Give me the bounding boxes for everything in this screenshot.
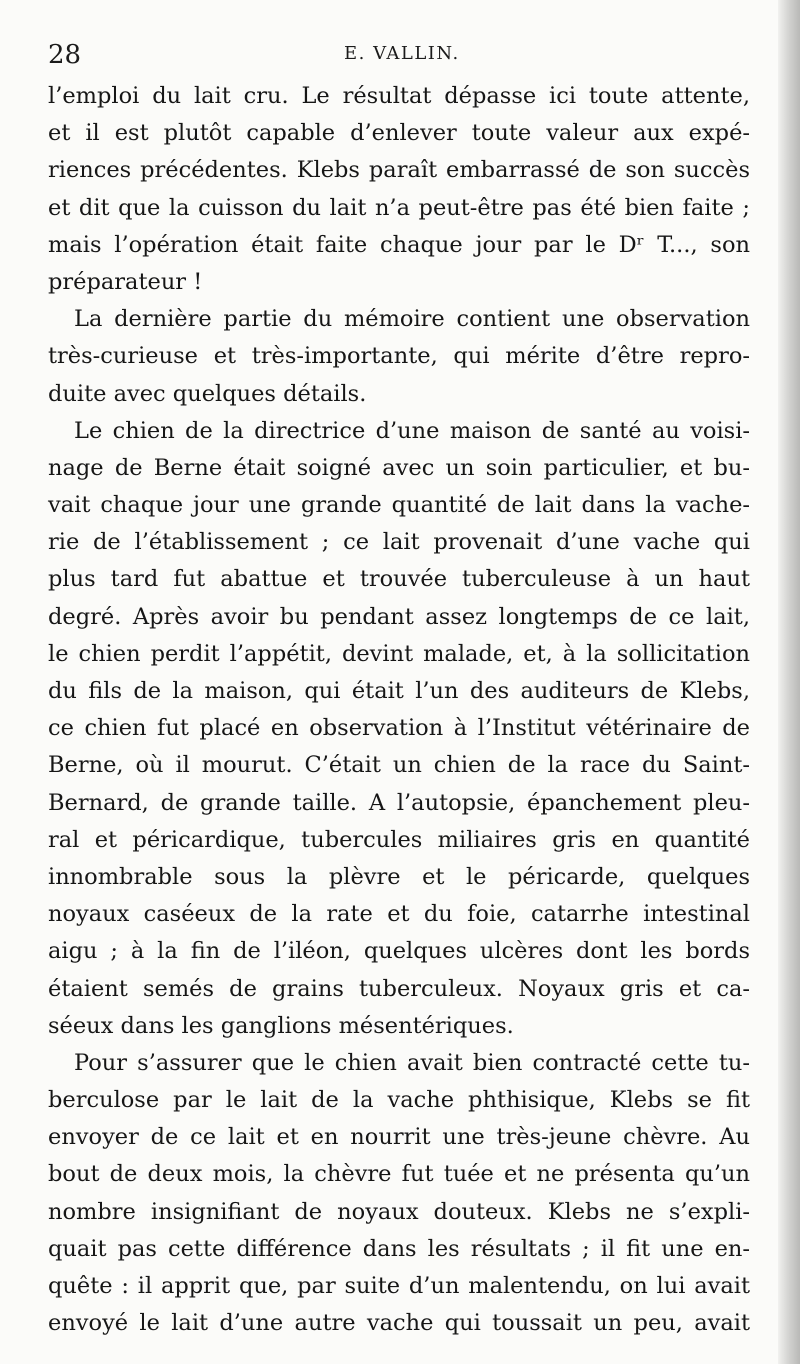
page-binding-shadow: [778, 0, 800, 1364]
text-line: rie de l’établissement ; ce lait provenait d’une vache qui: [48, 529, 750, 556]
text-line: bout de deux mois, la chèvre fut tuée et ne présenta qu’un: [48, 1161, 750, 1188]
text-line: nombre insignifiant de noyaux douteux. Klebs ne s’expli-: [48, 1198, 750, 1225]
text-line: La dernière partie du mémoire contient une observation: [74, 306, 750, 333]
text-line: degré. Après avoir bu pendant assez longtemps de ce lait,: [48, 603, 750, 630]
page-header: [48, 36, 748, 76]
text-line: préparateur !: [48, 268, 203, 295]
text-line: quait pas cette différence dans les résultats ; il fit une en-: [48, 1235, 750, 1262]
text-line: riences précédentes. Klebs paraît embarrassé de son succès: [48, 157, 750, 184]
text-line: quête : il apprit que, par suite d’un malentendu, on lui avait: [48, 1273, 750, 1299]
text-line: vait chaque jour une grande quantité de lait dans la vache-: [48, 492, 750, 519]
text-line: aigu ; à la fin de l’iléon, quelques ulcères dont les bords: [48, 938, 750, 965]
text-line: et il est plutôt capable d’enlever toute valeur aux expé-: [48, 120, 750, 147]
body-text: [48, 78, 750, 1342]
text-line: ce chien fut placé en observation à l’Institut vétérinaire de: [48, 715, 750, 742]
text-line: noyaux caséeux de la rate et du foie, catarrhe intestinal: [48, 901, 750, 928]
running-head: E. VALLIN.: [344, 43, 460, 64]
text-line: et dit que la cuisson du lait n’a peut-être pas été bien faite ;: [48, 194, 750, 221]
text-line: Bernard, de grande taille. A l’autopsie, épanchement pleu-: [48, 789, 750, 816]
text-line: étaient semés de grains tuberculeux. Noyaux gris et ca-: [48, 975, 750, 1002]
text-line: nage de Berne était soigné avec un soin particulier, et bu-: [48, 454, 750, 481]
text-line: très-curieuse et très-importante, qui mérite d’être repro-: [48, 343, 750, 370]
text-line: du fils de la maison, qui était l’un des auditeurs de Klebs,: [48, 678, 750, 704]
text-line: duite avec quelques détails.: [48, 380, 367, 407]
text-line: Pour s’assurer que le chien avait bien contracté cette tu-: [74, 1049, 750, 1076]
text-line: le chien perdit l’appétit, devint malade, et, à la sollicitation: [48, 640, 750, 667]
text-line: innombrable sous la plèvre et le péricarde, quelques: [48, 863, 750, 890]
page-number: 28: [48, 40, 82, 70]
text-line: l’emploi du lait cru. Le résultat dépasse ici toute attente,: [48, 83, 750, 109]
text-line: séeux dans les ganglions mésentériques.: [48, 1012, 514, 1039]
text-line: Berne, où il mourut. C’était un chien de la race du Saint-: [48, 752, 750, 779]
text-line: mais l’opération était faite chaque jour par le Dʳ T..., son: [48, 231, 750, 258]
text-line: Le chien de la directrice d’une maison de santé au voisi-: [74, 417, 750, 444]
text-line: envoyer de ce lait et en nourrit une très-jeune chèvre. Au: [48, 1124, 750, 1151]
text-line: envoyé le lait d’une autre vache qui toussait un peu, avait: [48, 1310, 750, 1337]
text-line: berculose par le lait de la vache phthisique, Klebs se fit: [48, 1087, 750, 1114]
text-line: plus tard fut abattue et trouvée tuberculeuse à un haut: [48, 566, 750, 593]
text-line: ral et péricardique, tubercules miliaires gris en quantité: [48, 826, 750, 853]
